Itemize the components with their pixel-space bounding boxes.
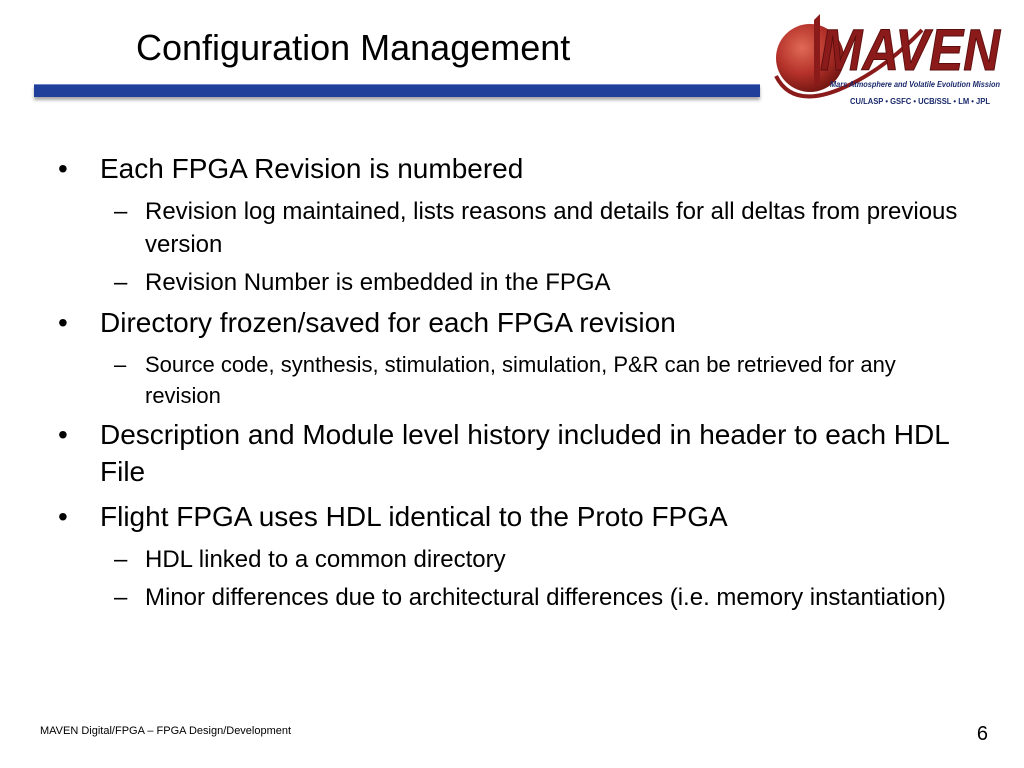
slide-footer: MAVEN Digital/FPGA – FPGA Design/Development <box>40 725 292 737</box>
maven-logo <box>772 10 1004 114</box>
sub-bullet-item <box>58 581 958 614</box>
bullet-text: Each FPGA Revision is numbered <box>100 153 524 184</box>
sub-bullet-text: Source code, synthesis, stimulation, simulation, P&R can be retrieved for any revision <box>145 352 896 408</box>
sub-bullet-text: Revision Number is embedded in the FPGA <box>145 269 611 296</box>
logo-tagline: Mars Atmosphere and Volatile Evolution Mission <box>830 80 1001 89</box>
sub-bullet-marker: – <box>114 269 128 296</box>
sub-bullet-marker: – <box>114 352 127 377</box>
sub-bullet-item <box>58 195 958 261</box>
sub-bullet-text: HDL linked to a common directory <box>145 546 506 573</box>
bullet-marker: • <box>58 307 68 338</box>
bullet-list <box>58 150 958 619</box>
sub-bullet-text: Revision log maintained, lists reasons and details for all deltas from previous version <box>145 198 958 258</box>
bullet-item <box>58 498 958 535</box>
bullet-marker: • <box>58 153 68 184</box>
bullet-item <box>58 416 958 490</box>
sub-bullet-text: Minor differences due to architectural differences (i.e. memory instantiation) <box>145 584 946 611</box>
sub-bullet-item <box>58 266 958 299</box>
logo-wordmark: MAVEN <box>820 18 1001 83</box>
sub-bullet-marker: – <box>114 546 128 573</box>
bullet-item <box>58 150 958 187</box>
sub-bullet-item <box>58 543 958 576</box>
bullet-text: Flight FPGA uses HDL identical to the Proto FPGA <box>100 501 728 532</box>
sub-bullet-item <box>58 349 958 411</box>
sub-bullet-marker: – <box>114 198 128 225</box>
bullet-marker: • <box>58 419 68 450</box>
bullet-item <box>58 304 958 341</box>
bullet-text: Description and Module level history included in header to each HDL File <box>100 419 949 487</box>
sub-bullet-marker: – <box>114 584 128 611</box>
title-divider <box>34 84 760 97</box>
bullet-text: Directory frozen/saved for each FPGA revision <box>100 307 676 338</box>
bullet-marker: • <box>58 501 68 532</box>
slide-title: Configuration Management <box>136 27 571 68</box>
page-number: 6 <box>976 723 988 745</box>
logo-partners: CU/LASP • GSFC • UCB/SSL • LM • JPL <box>850 97 991 106</box>
